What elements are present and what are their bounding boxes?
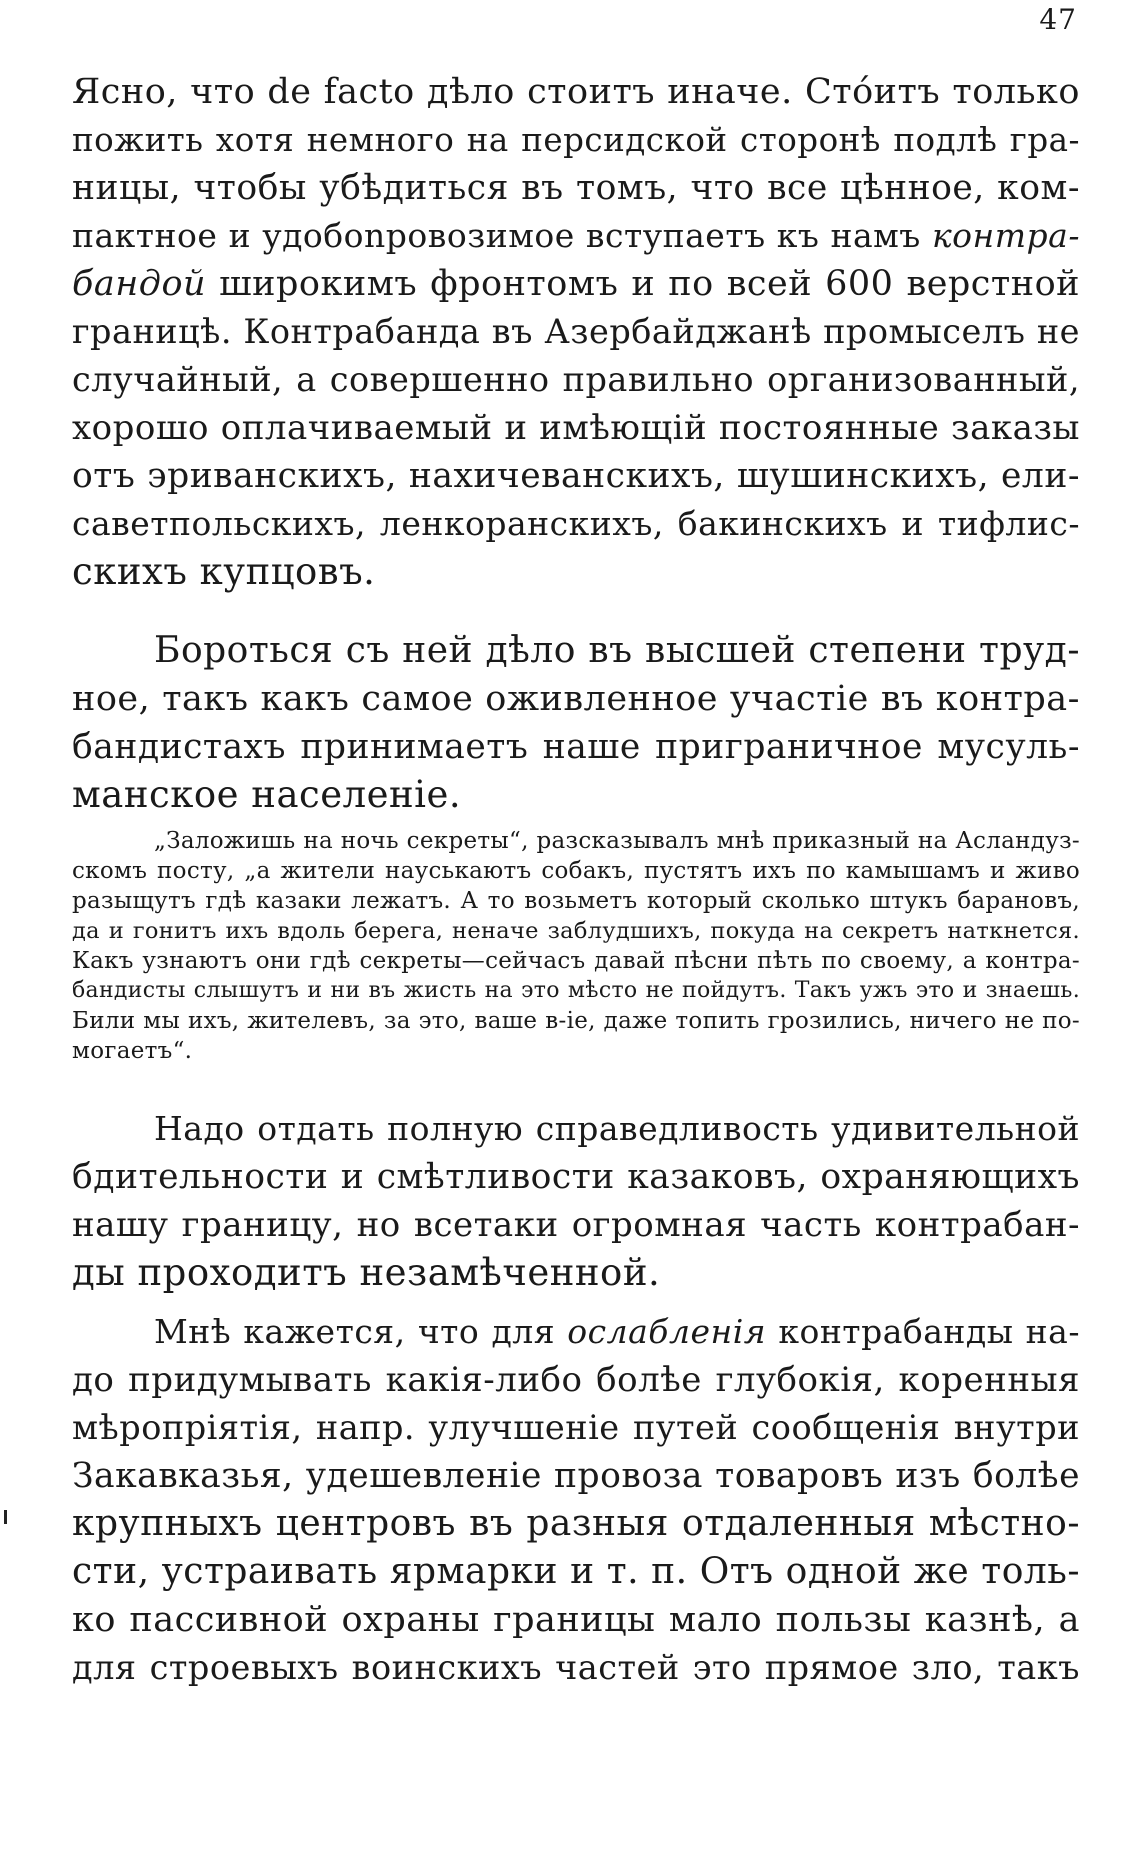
text-line-with-emphasis	[72, 212, 1080, 260]
text-line-with-emphasis	[72, 260, 1080, 308]
text-line: нашу границу, но всетаки огромная часть контрабан-	[72, 1205, 1080, 1245]
text-line: бандистахъ принимаетъ наше приграничное мусуль-	[72, 727, 1080, 767]
text-line: ко пассивной охраны границы мало пользы казнѣ, а	[72, 1600, 1080, 1640]
text-line: для строевыхъ воинскихъ частей это прямое зло, такъ	[72, 1648, 1080, 1687]
text-segment: пактное и удобоnровозимое вступаетъ къ намъ	[72, 216, 932, 255]
quote-line: Били мы ихъ, жителевъ, за это, ваше в-іе, даже топить грозились, ничего не по-	[72, 1008, 1080, 1034]
text-line: границѣ. Контрабанда въ Азербайджанѣ промыселъ не	[72, 312, 1080, 351]
emphasized-word: контра-	[931, 216, 1080, 255]
text-segment: контрабанды на-	[766, 1312, 1081, 1351]
text-line: мѣропріятія, напр. улучшеніе путей сообщенія внутри	[72, 1408, 1080, 1447]
emphasized-word: бандой	[72, 264, 207, 304]
quote-line: могаетъ“.	[72, 1038, 193, 1064]
text-line: саветпольскихъ, ленкоранскихъ, бакинскихъ и тифлис-	[72, 504, 1080, 543]
text-line: пожить хотя немного на персидской сторонѣ подлѣ гра-	[72, 121, 1080, 159]
text-line: хорошо оплачиваемый и имѣющій постоянные заказы	[72, 408, 1080, 448]
text-line: Закавказья, удешевленіе провоза товаровъ изъ болѣе	[72, 1456, 1080, 1496]
emphasized-word: ослабленія	[567, 1312, 767, 1351]
text-line: отъ эриванскихъ, нахичеванскихъ, шушинскихъ, ели-	[72, 456, 1080, 496]
text-line: ницы, чтобы убѣдиться въ томъ, что все цѣнное, ком-	[72, 168, 1080, 208]
text-line: Надо отдать полную справедливость удивительной	[154, 1109, 1080, 1148]
quote-line: „Заложишь на ночь секреты“, разсказывалъ мнѣ приказный на Асландуз-	[154, 828, 1080, 854]
page-number: 47	[1039, 3, 1077, 36]
text-line: крупныхъ центровъ въ разныя отдаленныя мѣстно-	[72, 1503, 1080, 1544]
text-line: до придумывать какія-либо болѣе глубокія, коренныя	[72, 1360, 1080, 1400]
quote-line: разыщутъ гдѣ казаки лежатъ. А то возьметъ который сколько штукъ барановъ,	[72, 888, 1080, 914]
text-line: манское населеніе.	[72, 773, 462, 816]
quote-line: Какъ узнаютъ они гдѣ секреты—сейчасъ давай пѣсни пѣть по своему, а контра-	[72, 948, 1080, 974]
text-line-with-emphasis	[72, 1308, 1080, 1356]
text-segment: Мнѣ кажется, что для	[154, 1312, 568, 1351]
text-line: случайный, а совершенно правильно организованный,	[72, 360, 1080, 399]
quote-line: скомъ посту, „а жители науськаютъ собакъ, пустятъ ихъ по камышамъ и живо	[72, 858, 1080, 884]
text-line: Бороться съ ней дѣло въ высшей степени труд-	[154, 630, 1080, 671]
paragraph-2	[72, 627, 1080, 819]
paragraph-3	[72, 1105, 1080, 1297]
text-line: сти, устраивать ярмарки и т. п. Отъ одной же толь-	[72, 1551, 1080, 1592]
text-line: бдительности и смѣтливости казаковъ, охраняющихъ	[72, 1157, 1080, 1197]
text-line: ное, такъ какъ самое оживленное участіе въ контра-	[72, 679, 1080, 719]
text-line: ды проходитъ незамѣченной.	[72, 1251, 661, 1294]
text-line: Ясно, что de facto дѣло стоитъ иначе. Стóитъ только	[72, 72, 1080, 112]
quote-line: да и гонитъ ихъ вдоль берега, неначе заблудшихъ, покуда на секретъ наткнется.	[72, 918, 1080, 944]
margin-mark	[4, 1510, 7, 1524]
paragraph-1	[72, 68, 1080, 596]
paragraph-4	[72, 1308, 1080, 1692]
text-line: скихъ купцовъ.	[72, 550, 376, 593]
quotation-block	[72, 826, 1080, 1066]
text-segment: широкимъ фронтомъ и по всей 600 верстной	[206, 264, 1080, 304]
quote-line: бандисты слышутъ и ни въ жисть на это мѣсто не пойдутъ. Такъ ужъ это и знаешь.	[72, 978, 1080, 1003]
